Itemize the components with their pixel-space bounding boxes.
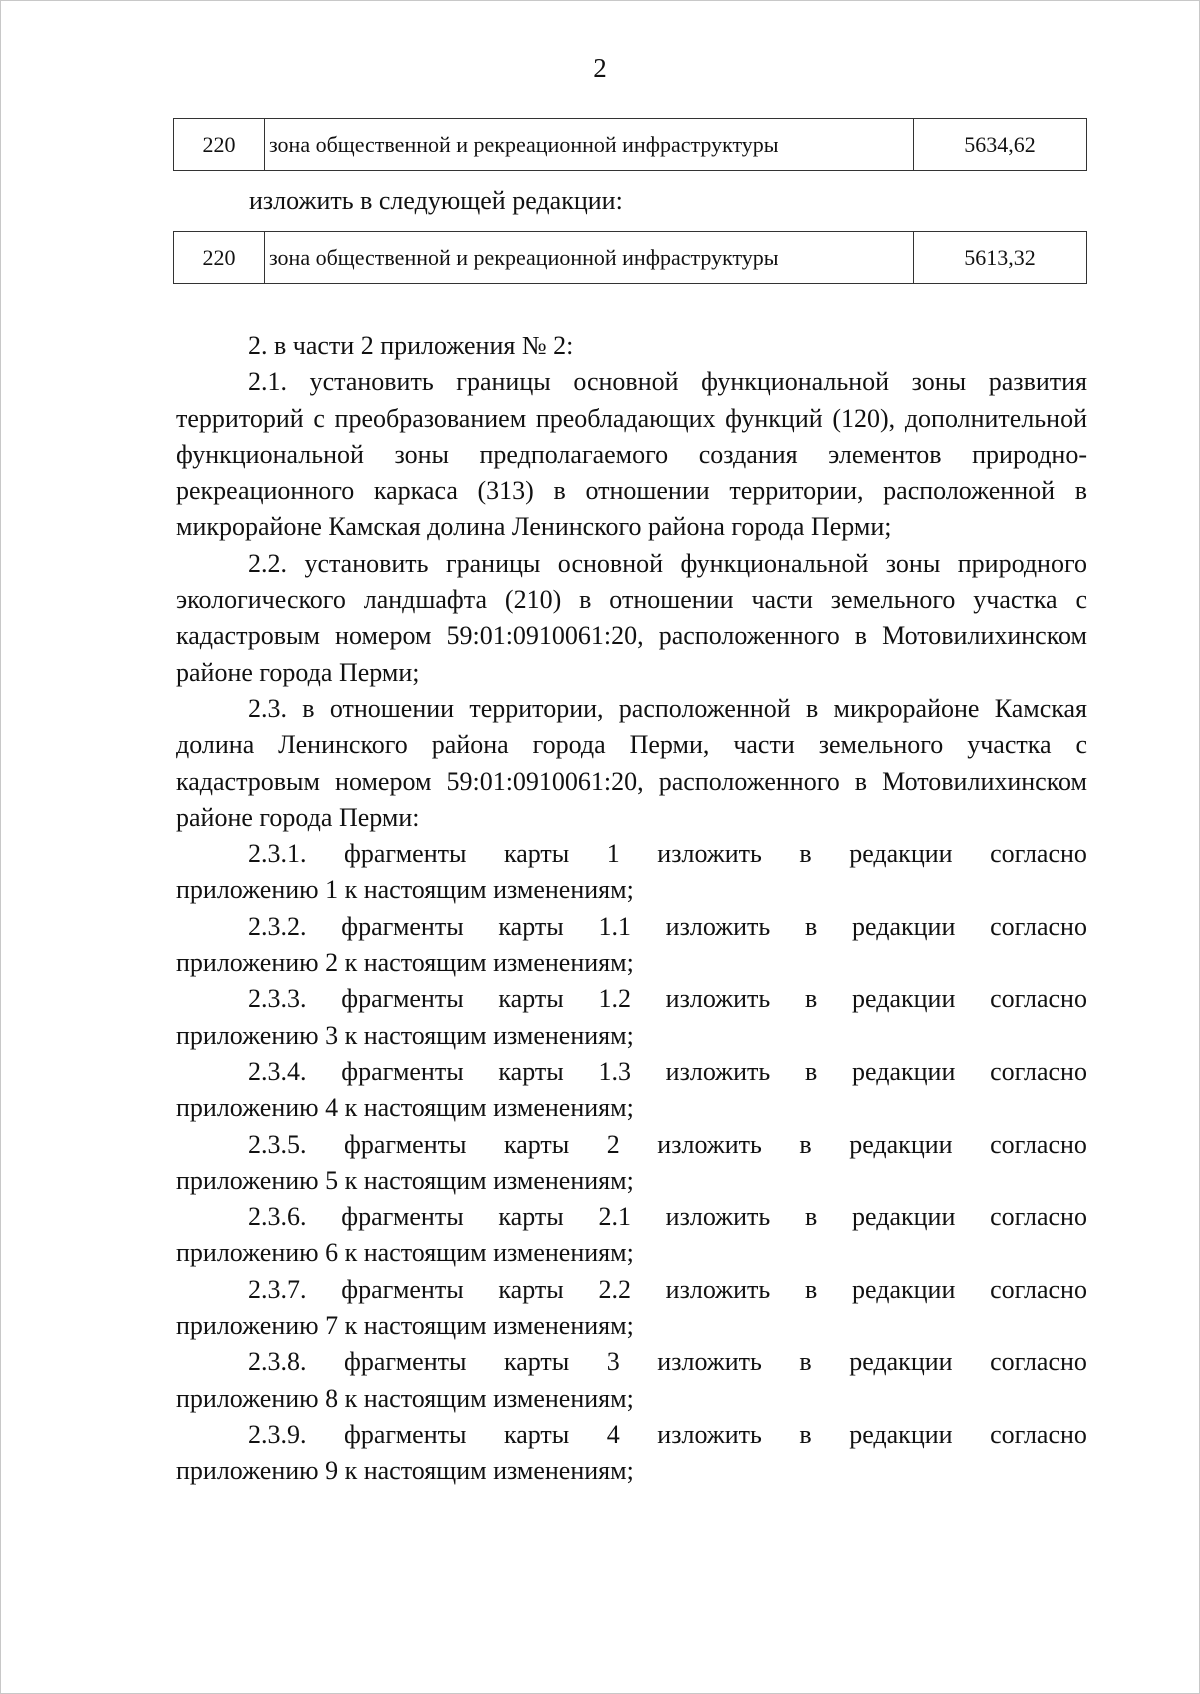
list-item bbox=[176, 1272, 1087, 1308]
item-word: фрагменты bbox=[344, 1129, 467, 1159]
list-item bbox=[176, 1199, 1087, 1235]
section-heading: 2. в части 2 приложения № 2: bbox=[248, 331, 574, 360]
item-word: фрагменты bbox=[341, 1056, 464, 1086]
item-word: редакции bbox=[852, 1274, 956, 1304]
list-item-continuation: приложению 3 к настоящим изменениям; bbox=[176, 1020, 634, 1050]
zone-area-cell: 5613,32 bbox=[914, 232, 1087, 284]
item-word: в bbox=[799, 1419, 812, 1449]
item-word: фрагменты bbox=[341, 1274, 464, 1304]
map-number: 4 bbox=[606, 1419, 620, 1449]
item-word: изложить bbox=[665, 1056, 771, 1086]
item-word: согласно bbox=[990, 1274, 1087, 1304]
item-word: в bbox=[805, 1056, 818, 1086]
item-word: фрагменты bbox=[344, 1419, 467, 1449]
zone-table-new bbox=[173, 231, 1087, 284]
item-word: изложить bbox=[657, 839, 762, 869]
map-number: 1.1 bbox=[598, 911, 631, 941]
list-item bbox=[176, 1054, 1087, 1090]
item-word: согласно bbox=[990, 911, 1087, 941]
item-word: в bbox=[799, 1129, 812, 1159]
list-item-continuation: приложению 8 к настоящим изменениям; bbox=[176, 1383, 634, 1413]
item-number: 2.3.1. bbox=[248, 839, 307, 869]
item-number: 2.3.5. bbox=[248, 1129, 307, 1159]
list-item bbox=[176, 836, 1087, 872]
item-word: фрагменты bbox=[341, 1202, 464, 1232]
item-word: редакции bbox=[849, 839, 953, 869]
paragraph-2-3: 2.3. в отношении территории, расположенной в микрорайоне Камская долина Ленинского района города Перми, части земельного участка с кадастровым номером 59:01:0910061:20, расположенного в Мотовилихинском районе города Перми: bbox=[176, 693, 1087, 832]
item-word: в bbox=[799, 1347, 812, 1377]
item-word: изложить bbox=[665, 1274, 771, 1304]
item-word: согласно bbox=[990, 1419, 1087, 1449]
list-item bbox=[176, 1417, 1087, 1453]
item-word: редакции bbox=[849, 1347, 953, 1377]
item-word: согласно bbox=[990, 839, 1087, 869]
map-number: 1.3 bbox=[598, 1056, 631, 1086]
list-item-continuation: приложению 5 к настоящим изменениям; bbox=[176, 1165, 634, 1195]
item-word: изложить bbox=[665, 1202, 771, 1232]
zone-name-cell: зона общественной и рекреационной инфраструктуры bbox=[265, 119, 914, 171]
map-number: 3 bbox=[606, 1347, 620, 1377]
item-word: редакции bbox=[849, 1419, 953, 1449]
item-word: согласно bbox=[990, 1347, 1087, 1377]
item-word: карты bbox=[503, 839, 570, 869]
table-row bbox=[174, 119, 1087, 171]
list-item bbox=[176, 909, 1087, 945]
item-word: согласно bbox=[990, 1056, 1087, 1086]
map-number: 1.2 bbox=[598, 984, 631, 1014]
list-item-continuation: приложению 1 к настоящим изменениям; bbox=[176, 875, 634, 905]
item-word: карты bbox=[498, 1056, 564, 1086]
map-number: 2.2 bbox=[598, 1274, 631, 1304]
items-list bbox=[176, 836, 1087, 1489]
connector-text: изложить в следующей редакции: bbox=[249, 186, 623, 215]
item-word: карты bbox=[503, 1347, 570, 1377]
table-row bbox=[174, 232, 1087, 284]
item-word: редакции bbox=[852, 984, 956, 1014]
item-number: 2.3.6. bbox=[248, 1202, 307, 1232]
zone-code-cell: 220 bbox=[174, 232, 265, 284]
list-item-continuation: приложению 2 к настоящим изменениям; bbox=[176, 948, 634, 978]
item-word: редакции bbox=[852, 1202, 956, 1232]
map-number: 2 bbox=[606, 1129, 620, 1159]
item-word: изложить bbox=[657, 1347, 762, 1377]
zone-code-cell: 220 bbox=[174, 119, 265, 171]
item-word: редакции bbox=[849, 1129, 953, 1159]
item-word: согласно bbox=[990, 1202, 1087, 1232]
paragraph-2-1: 2.1. установить границы основной функциональной зоны развития территорий с преобразованием преобладающих функций (120), дополнительной функциональной зоны предполагаемого создания элементов природно-рекреационного каркаса (313) в отношении территории, расположенной в микрорайоне Камская долина Ленинского района города Перми; bbox=[176, 367, 1087, 542]
list-item-continuation: приложению 4 к настоящим изменениям; bbox=[176, 1093, 634, 1123]
item-word: редакции bbox=[852, 911, 956, 941]
item-word: изложить bbox=[665, 911, 771, 941]
item-word: карты bbox=[503, 1129, 570, 1159]
item-word: фрагменты bbox=[341, 911, 464, 941]
zone-name-cell: зона общественной и рекреационной инфраструктуры bbox=[265, 232, 914, 284]
list-item-continuation: приложению 7 к настоящим изменениям; bbox=[176, 1311, 634, 1341]
item-word: фрагменты bbox=[344, 1347, 467, 1377]
item-number: 2.3.8. bbox=[248, 1347, 307, 1377]
item-number: 2.3.3. bbox=[248, 984, 307, 1014]
list-item-continuation: приложению 6 к настоящим изменениям; bbox=[176, 1238, 634, 1268]
item-word: редакции bbox=[852, 1056, 956, 1086]
document-body bbox=[176, 328, 1087, 1490]
item-word: карты bbox=[503, 1419, 570, 1449]
item-word: карты bbox=[498, 1274, 564, 1304]
zone-table-old bbox=[173, 118, 1087, 171]
map-number: 2.1 bbox=[598, 1202, 631, 1232]
list-item bbox=[176, 1127, 1087, 1163]
item-word: фрагменты bbox=[344, 839, 467, 869]
item-word: фрагменты bbox=[341, 984, 464, 1014]
item-word: в bbox=[799, 839, 812, 869]
list-item bbox=[176, 1344, 1087, 1380]
page-number: 2 bbox=[593, 53, 607, 83]
item-word: карты bbox=[498, 911, 564, 941]
item-word: изложить bbox=[657, 1129, 762, 1159]
item-word: карты bbox=[498, 984, 564, 1014]
item-word: согласно bbox=[990, 1129, 1087, 1159]
item-word: согласно bbox=[990, 984, 1087, 1014]
map-number: 1 bbox=[606, 839, 620, 869]
item-word: в bbox=[805, 1202, 818, 1232]
zone-area-cell: 5634,62 bbox=[914, 119, 1087, 171]
item-word: в bbox=[805, 984, 818, 1014]
list-item-continuation: приложению 9 к настоящим изменениям; bbox=[176, 1456, 634, 1486]
item-word: карты bbox=[498, 1202, 564, 1232]
item-number: 2.3.7. bbox=[248, 1274, 307, 1304]
paragraph-2-2: 2.2. установить границы основной функциональной зоны природного экологического ландшафта (210) в отношении части земельного участка с кадастровым номером 59:01:0910061:20, расположенного в Мотовилихинском районе города Перми; bbox=[176, 548, 1087, 687]
item-word: изложить bbox=[665, 984, 771, 1014]
list-item bbox=[176, 981, 1087, 1017]
item-word: изложить bbox=[657, 1419, 762, 1449]
item-number: 2.3.9. bbox=[248, 1419, 307, 1449]
item-number: 2.3.2. bbox=[248, 911, 307, 941]
item-number: 2.3.4. bbox=[248, 1056, 307, 1086]
item-word: в bbox=[805, 1274, 818, 1304]
item-word: в bbox=[805, 911, 818, 941]
